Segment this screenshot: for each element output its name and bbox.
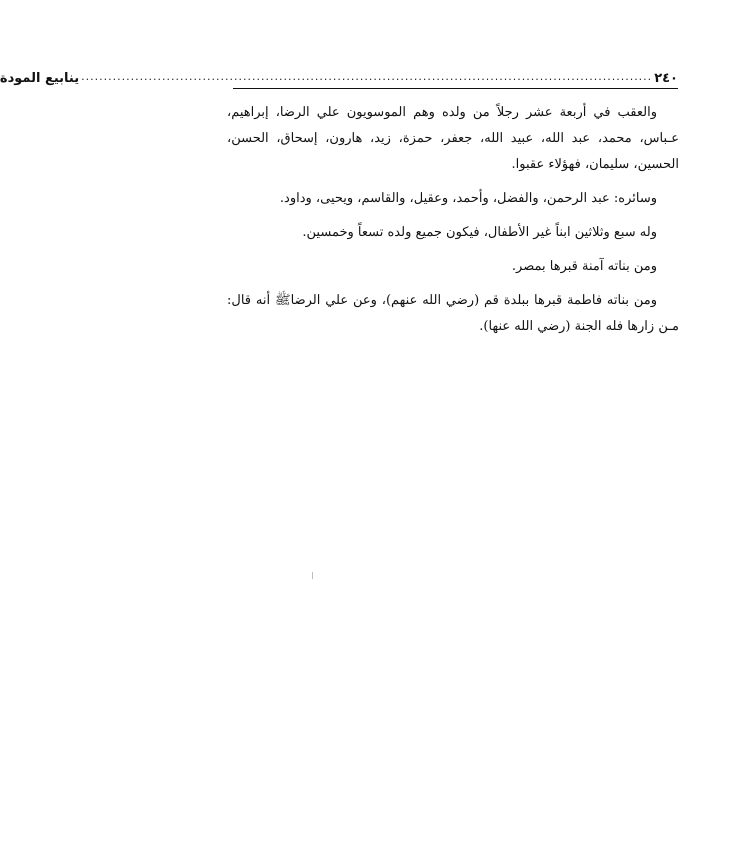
scan-artifact-mark [312,572,313,579]
header-divider [233,88,678,89]
paragraph-children-count: وله سبع وثلاثين ابناً غير الأطفال، فيكون جميع ولده تسعاً وخمسين. [302,225,657,240]
book-title: ينابيع المودة [0,71,80,86]
paragraph-amina: ومن بناته آمنة قبرها بمصر. [511,259,657,274]
paragraph-others: وسائره: عبد الرحمن، والفضل، وأحمد، وعقيل، والقاسم، ويحيى، وداود. [279,191,657,206]
page-number: ٢٤٠ [654,71,678,86]
paragraph-descendants: والعقب في أربعة عشر رجلاً من ولده وهم الموسويون علي الرضا، إبراهيم، عـباس، محمد، عبد الله، عبيد الله، جعفر، حمزة، زيد، هارون، إسحاق، الحسن، الحسين، سليمان، فهؤلاء عقبوا. [227,105,679,172]
main-text [227,100,679,348]
running-header [0,64,678,86]
paragraph-fatima: ومن بناته فاطمة قبرها ببلدة قم (رضي الله عنهم)، وعن علي الرضاﷺ أنه قال: مـن زارها فله الجنة (رضي الله عنها). [227,293,679,334]
header-dot-leader: ............................................................................................................................... [81,70,653,83]
